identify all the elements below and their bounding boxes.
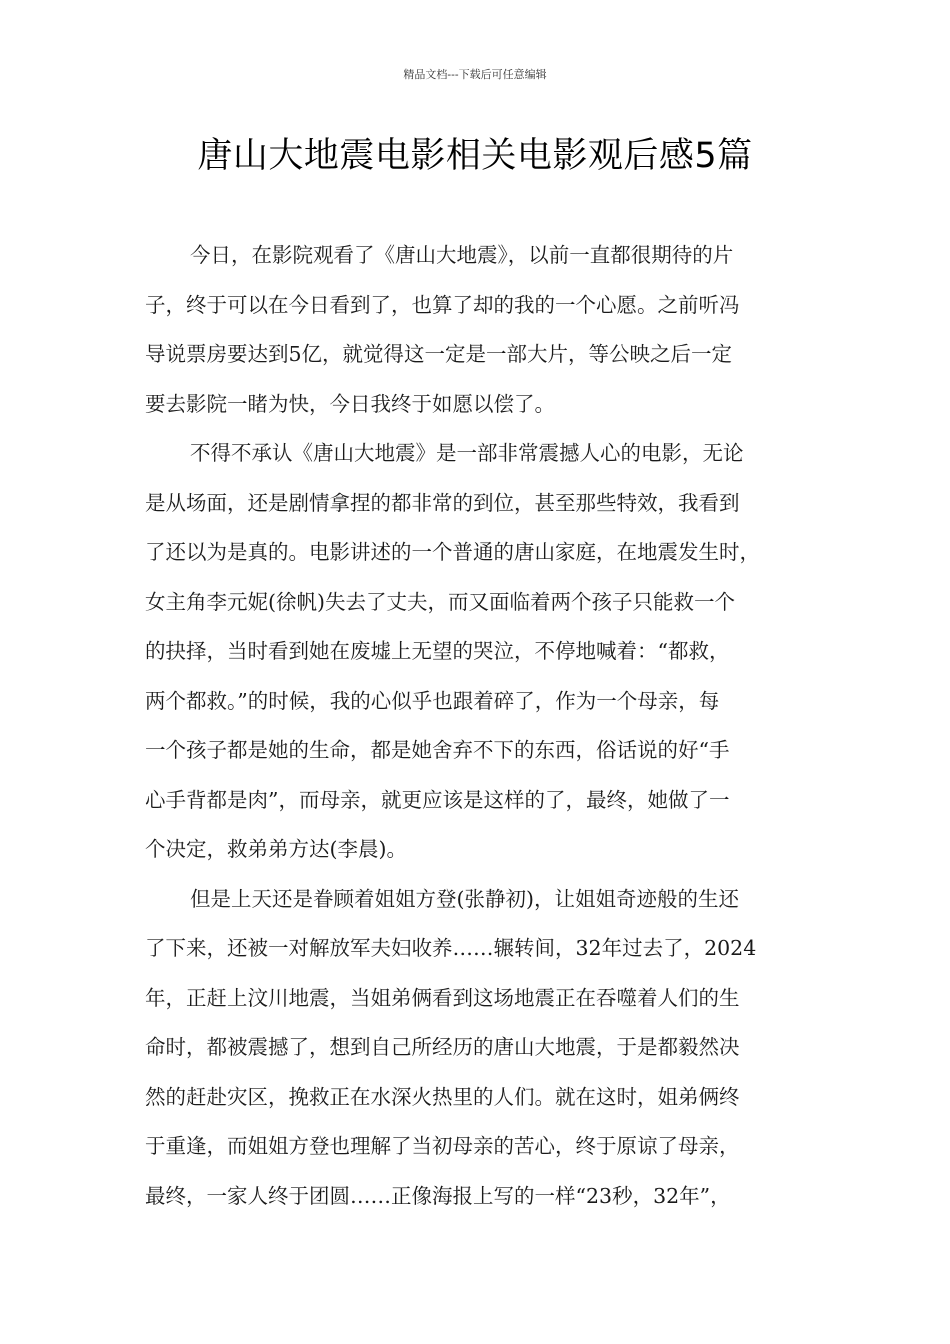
paragraph-line: 女主角李元妮(徐帆)失去了丈夫，而又面临着两个孩子只能救一个 xyxy=(145,589,735,614)
document-title: 唐山大地震电影相关电影观后感5篇 xyxy=(197,136,753,176)
paragraph xyxy=(145,231,825,429)
paragraph-line: 导说票房要达到5亿，就觉得这一定是一部大片，等公映之后一定 xyxy=(145,342,733,366)
paragraph xyxy=(145,429,825,875)
paragraph-line: 今日，在影院观看了《唐山大地震》，以前一直都很期待的片 xyxy=(190,243,734,267)
paragraph-line: 子，终于可以在今日看到了，也算了却的我的一个心愿。之前听冯 xyxy=(145,292,740,317)
paragraph-line: 命时，都被震撼了，想到自己所经历的唐山大地震，于是都毅然决 xyxy=(145,1035,740,1059)
paragraph xyxy=(145,875,825,1222)
paragraph-line: 的抉择，当时看到她在废墟上无望的哭泣，不停地喊着：“都救， xyxy=(145,639,730,663)
paragraph-line: 于重逢，而姐姐方登也理解了当初母亲的苦心，终于原谅了母亲， xyxy=(145,1134,740,1158)
document-body xyxy=(145,231,825,1221)
paragraph-line: 了还以为是真的。电影讲述的一个普通的唐山家庭，在地震发生时， xyxy=(145,540,760,564)
paragraph-line: 了下来，还被一对解放军夫妇收养……辗转间，32年过去了，2024 xyxy=(145,936,757,960)
paragraph-line: 心手背都是肉”，而母亲，就更应该是这样的了，最终，她做了一 xyxy=(145,787,730,812)
paragraph-line: 最终，一家人终于团圆……正像海报上写的一样“23秒，32年”， xyxy=(145,1183,731,1208)
paragraph-line: 然的赶赴灾区，挽救正在水深火热里的人们。就在这时，姐弟俩终 xyxy=(145,1084,740,1109)
paragraph-line: 是从场面，还是剧情拿捏的都非常的到位，甚至那些特效，我看到 xyxy=(145,490,740,515)
paragraph-line: 一个孩子都是她的生命，都是她舍弃不下的东西，俗话说的好“手 xyxy=(145,738,730,762)
paragraph-line: 个决定，救弟弟方达(李晨)。 xyxy=(145,837,407,861)
paragraph-line: 年，正赶上汶川地震，当姐弟俩看到这场地震正在吞噬着人们的生 xyxy=(145,985,740,1010)
paragraph-line: 两个都救。”的时候，我的心似乎也跟着碎了，作为一个母亲，每 xyxy=(145,688,720,713)
paragraph-line: 不得不承认《唐山大地震》是一部非常震撼人心的电影，无论 xyxy=(190,441,744,465)
paragraph-line: 要去影院一睹为快，今日我终于如愿以偿了。 xyxy=(145,391,555,416)
paragraph-line: 但是上天还是眷顾着姐姐方登(张静初)，让姐姐奇迹般的生还 xyxy=(190,886,739,911)
page-header-note: 精品文档---下载后可任意编辑 xyxy=(403,68,547,81)
